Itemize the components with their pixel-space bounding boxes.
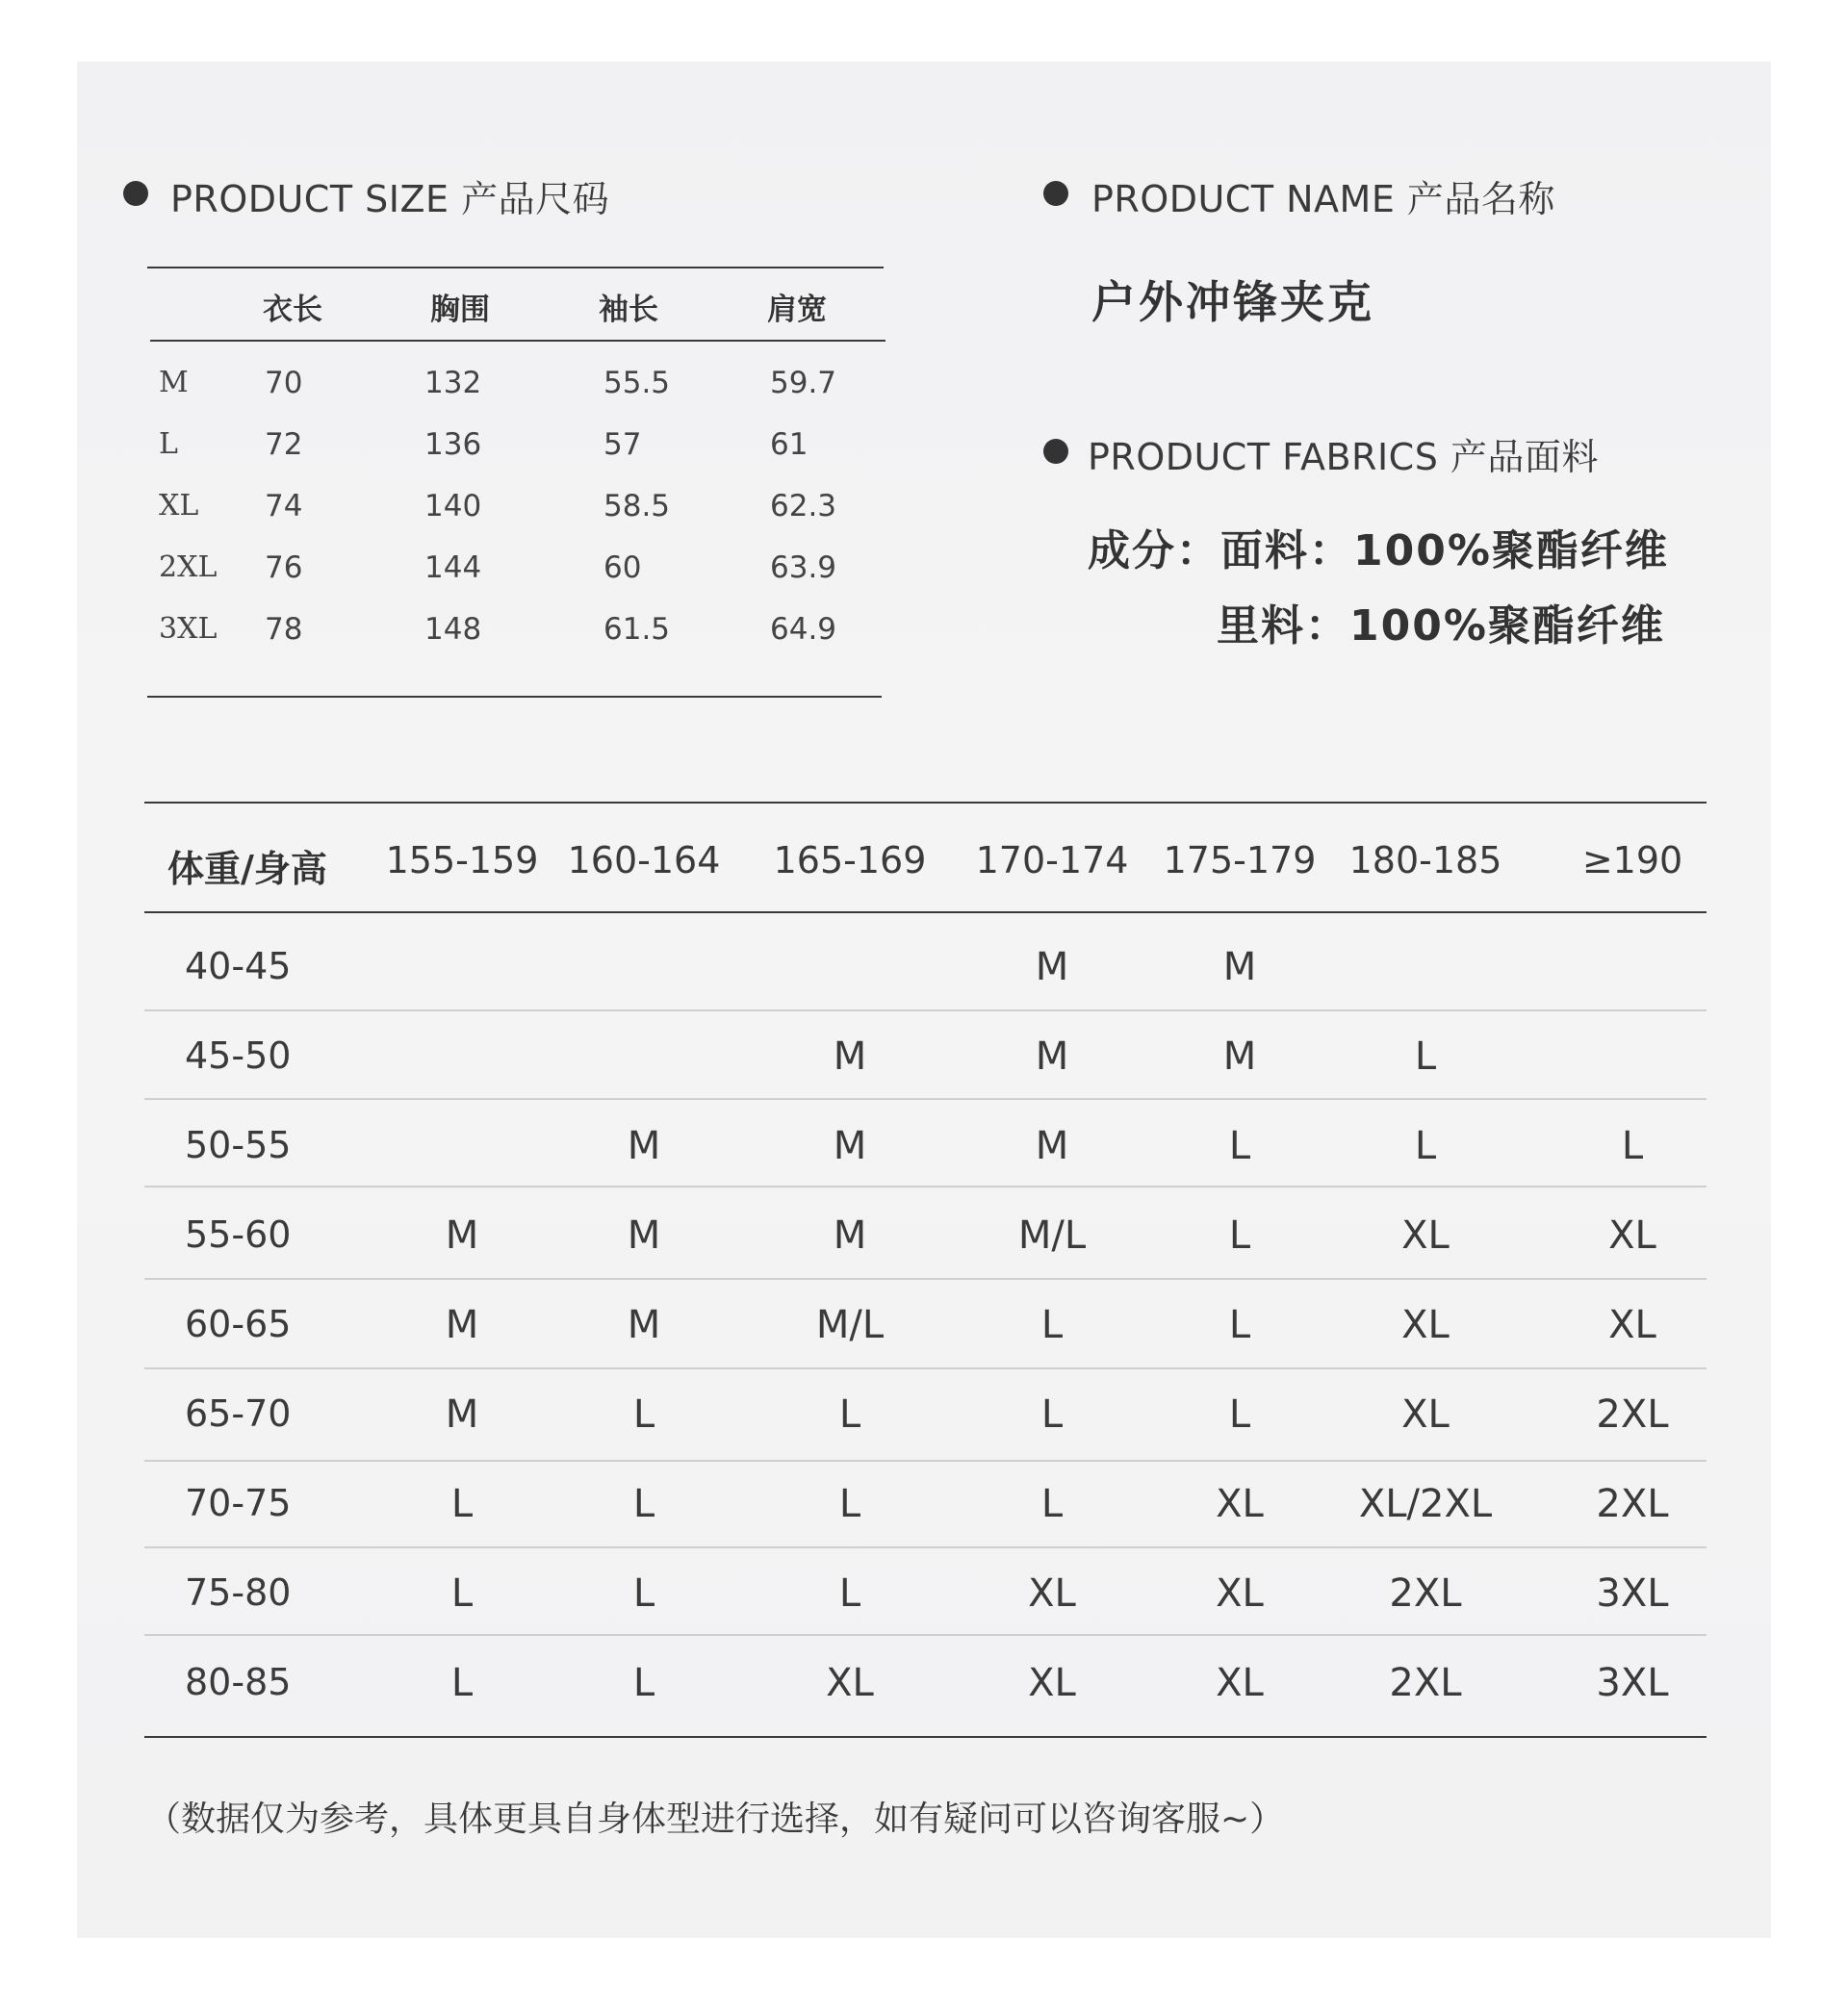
size-table-cell: 58.5: [603, 489, 671, 523]
size-table-cell: 136: [424, 427, 482, 462]
recommended-size-cell: XL: [1401, 1303, 1450, 1347]
size-table-cell: 148: [424, 612, 482, 647]
recommend-corner-label: 体重/身高: [167, 848, 327, 890]
size-table-cell: 72: [265, 427, 303, 462]
recommended-size-cell: M: [1222, 1034, 1257, 1079]
recommended-size-cell: L: [632, 1661, 655, 1705]
row-divider: [144, 1460, 1707, 1462]
recommended-size-cell: XL: [1028, 1661, 1076, 1705]
height-range-header: 155-159: [385, 839, 539, 881]
recommended-size-cell: XL: [1216, 1571, 1264, 1616]
size-table-cell: 74: [265, 489, 303, 523]
product-fabrics-heading: PRODUCT FABRICS 产品面料: [1088, 436, 1599, 478]
recommended-size-cell: L: [1228, 1392, 1251, 1437]
recommended-size-cell: XL: [826, 1661, 874, 1705]
size-table-cell: 61: [770, 427, 808, 462]
size-table-cell: 61.5: [603, 612, 671, 647]
recommended-size-cell: 2XL: [1389, 1661, 1462, 1705]
recommended-size-cell: M/L: [1017, 1213, 1087, 1258]
recommended-size-cell: 2XL: [1389, 1571, 1462, 1616]
recommended-size-cell: M: [627, 1213, 661, 1258]
size-table-cell: 63.9: [770, 550, 837, 585]
recommended-size-cell: M: [833, 1213, 867, 1258]
row-divider: [144, 1186, 1707, 1187]
size-table-cell: 132: [424, 366, 482, 400]
weight-range-label: 60-65: [185, 1303, 292, 1345]
size-table-header-rule: [150, 340, 886, 342]
recommended-size-cell: L: [1414, 1124, 1437, 1168]
recommend-table-header-rule: [144, 911, 1707, 913]
recommended-size-cell: M: [1222, 945, 1257, 989]
size-table-cell: 78: [265, 612, 303, 647]
recommended-size-cell: L: [632, 1392, 655, 1437]
recommended-size-cell: L: [838, 1392, 861, 1437]
height-range-header: ≥190: [1581, 839, 1683, 881]
row-divider: [144, 1367, 1707, 1369]
recommended-size-cell: M: [1035, 945, 1069, 989]
fabric-composition-line-1: 成分：面料：100%聚酯纤维: [1088, 526, 1669, 575]
row-divider: [144, 1278, 1707, 1280]
recommended-size-cell: L: [1228, 1303, 1251, 1347]
height-range-header: 170-174: [975, 839, 1129, 881]
recommended-size-cell: M: [627, 1124, 661, 1168]
recommended-size-cell: M: [445, 1303, 479, 1347]
recommended-size-cell: M/L: [815, 1303, 885, 1347]
recommended-size-cell: L: [450, 1482, 474, 1526]
height-range-header: 160-164: [567, 839, 721, 881]
recommended-size-cell: 3XL: [1596, 1571, 1669, 1616]
recommended-size-cell: M: [445, 1213, 479, 1258]
weight-range-label: 55-60: [185, 1213, 292, 1256]
recommended-size-cell: M: [833, 1124, 867, 1168]
weight-range-label: 80-85: [185, 1661, 292, 1703]
recommended-size-cell: XL: [1028, 1571, 1076, 1616]
weight-range-label: 65-70: [185, 1392, 292, 1435]
fabric-composition-line-2: 里料：100%聚酯纤维: [1217, 601, 1665, 651]
recommended-size-cell: 2XL: [1596, 1392, 1669, 1437]
recommended-size-cell: M: [1035, 1034, 1069, 1079]
size-row-label: XL: [159, 489, 199, 523]
recommended-size-cell: 2XL: [1596, 1482, 1669, 1526]
size-table-top-rule: [147, 267, 884, 268]
recommended-size-cell: L: [1228, 1213, 1251, 1258]
recommended-size-cell: XL: [1608, 1213, 1656, 1258]
recommended-size-cell: XL: [1608, 1303, 1656, 1347]
recommended-size-cell: M: [445, 1392, 479, 1437]
recommended-size-cell: XL: [1216, 1661, 1264, 1705]
recommended-size-cell: M: [627, 1303, 661, 1347]
recommended-size-cell: L: [1414, 1034, 1437, 1079]
size-table-cell: 55.5: [603, 366, 671, 400]
bullet-icon: [123, 181, 148, 206]
recommended-size-cell: M: [833, 1034, 867, 1079]
recommended-size-cell: 3XL: [1596, 1661, 1669, 1705]
weight-range-label: 45-50: [185, 1034, 292, 1077]
size-table-bottom-rule: [147, 696, 882, 698]
reference-note: （数据仅为参考，具体更具自身体型进行选择，如有疑问可以咨询客服~）: [146, 1800, 1285, 1839]
row-divider: [144, 1546, 1707, 1548]
height-range-header: 175-179: [1163, 839, 1317, 881]
size-table-cell: 144: [424, 550, 482, 585]
recommended-size-cell: XL: [1401, 1392, 1450, 1437]
height-range-header: 180-185: [1348, 839, 1502, 881]
weight-range-label: 75-80: [185, 1571, 292, 1614]
size-col-header: 衣长: [263, 293, 322, 327]
recommended-size-cell: L: [632, 1482, 655, 1526]
size-row-label: 2XL: [159, 550, 218, 584]
size-chart-panel: [77, 62, 1771, 1938]
size-col-header: 袖长: [599, 293, 658, 327]
recommended-size-cell: L: [838, 1482, 861, 1526]
size-col-header: 胸围: [430, 293, 490, 327]
bullet-icon: [1043, 181, 1068, 206]
size-table-cell: 57: [603, 427, 642, 462]
size-col-header: 肩宽: [767, 293, 827, 327]
recommended-size-cell: L: [1040, 1392, 1064, 1437]
recommended-size-cell: L: [838, 1571, 861, 1616]
recommended-size-cell: L: [1621, 1124, 1644, 1168]
recommended-size-cell: L: [1228, 1124, 1251, 1168]
weight-range-label: 40-45: [185, 945, 292, 987]
size-table-cell: 76: [265, 550, 303, 585]
height-range-header: 165-169: [773, 839, 927, 881]
size-table-cell: 70: [265, 366, 303, 400]
recommended-size-cell: M: [1035, 1124, 1069, 1168]
recommended-size-cell: L: [450, 1661, 474, 1705]
recommended-size-cell: XL: [1216, 1482, 1264, 1526]
recommended-size-cell: L: [632, 1571, 655, 1616]
product-name: 户外冲锋夹克: [1091, 276, 1374, 328]
recommended-size-cell: L: [1040, 1303, 1064, 1347]
row-divider: [144, 1634, 1707, 1636]
row-divider: [144, 1098, 1707, 1100]
recommended-size-cell: L: [450, 1571, 474, 1616]
weight-range-label: 50-55: [185, 1124, 292, 1166]
recommended-size-cell: XL: [1401, 1213, 1450, 1258]
size-row-label: 3XL: [159, 612, 218, 646]
bullet-icon: [1043, 439, 1068, 464]
recommend-table-bottom-rule: [144, 1736, 1707, 1738]
weight-range-label: 70-75: [185, 1482, 292, 1524]
recommend-table-top-rule: [144, 802, 1707, 804]
row-divider: [144, 1009, 1707, 1011]
size-table-cell: 140: [424, 489, 482, 523]
size-row-label: L: [159, 427, 178, 461]
recommended-size-cell: L: [1040, 1482, 1064, 1526]
size-table-cell: 64.9: [770, 612, 837, 647]
size-table-cell: 60: [603, 550, 642, 585]
product-name-heading: PRODUCT NAME 产品名称: [1091, 178, 1555, 220]
product-size-heading: PRODUCT SIZE 产品尺码: [170, 178, 610, 220]
recommended-size-cell: XL/2XL: [1358, 1482, 1493, 1526]
size-table-cell: 62.3: [770, 489, 837, 523]
size-row-label: M: [159, 366, 189, 399]
size-table-cell: 59.7: [770, 366, 837, 400]
